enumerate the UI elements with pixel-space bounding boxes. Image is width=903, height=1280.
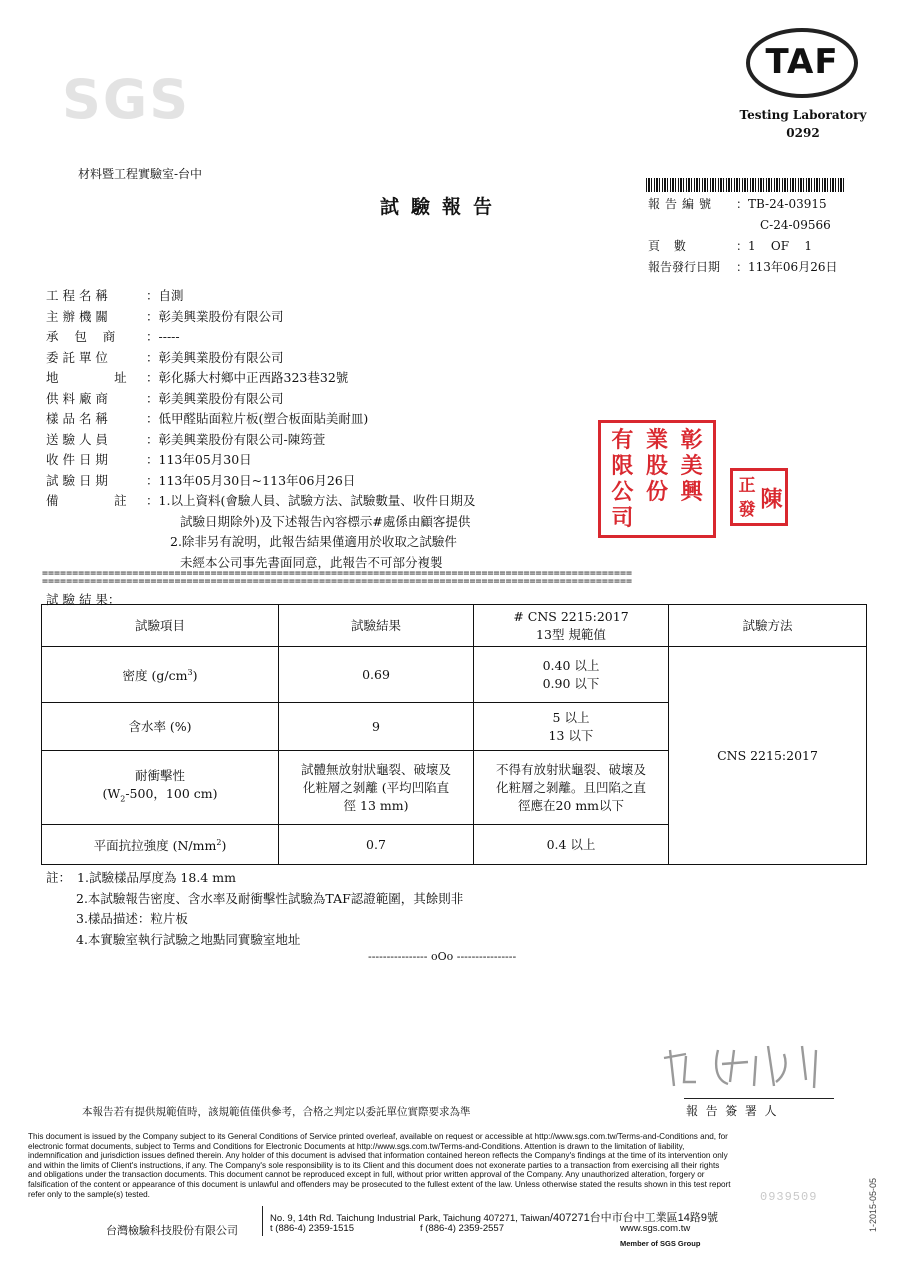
person-seal [730, 468, 788, 526]
notes-block [46, 868, 463, 950]
serial-number: 0939509 [760, 1190, 818, 1204]
cell-spec [474, 647, 669, 703]
info-row: 試 驗 日 期 ：113年05月30日~113年06月26日 [46, 471, 475, 492]
info-row: 主 辦 機 關 ：彰美興業股份有限公司 [46, 307, 475, 328]
lab-name: 材料暨工程實驗室-台中 [78, 167, 203, 181]
cell-spec: 0.4 以上 [474, 825, 669, 865]
info-value: ----- [158, 329, 180, 344]
signature-scribble-icon [656, 1036, 846, 1094]
legal-line: and within the limits of Client's instructions, if any. The Company's sole responsibility is to its Client and this document does not exonerate parties to a transaction from exercising all their rights [28, 1160, 720, 1170]
info-block [46, 286, 475, 573]
company-seal [598, 420, 716, 538]
website: www.sgs.com.tw [620, 1223, 691, 1234]
separator-line: ================================================================================================== [42, 576, 633, 587]
info-value: 彰美興業股份有限公司 [158, 349, 284, 365]
seal-char: 股 [646, 453, 669, 479]
note-line: 3.樣品描述：粒片板 [76, 911, 188, 926]
info-label: 試 驗 日 期 [46, 472, 108, 488]
cell-item [42, 751, 279, 825]
taf-caption: Testing Laboratory [739, 108, 867, 122]
seal-char: 份 [646, 479, 669, 505]
header-item: 試驗項目 [42, 605, 279, 647]
report-no-label: 報告編號 [648, 197, 717, 211]
seal-char: 美 [680, 453, 703, 479]
note-line: 2.本試驗報告密度、含水率及耐衝擊性試驗為TAF認證範圍，其餘則非 [76, 890, 464, 906]
signature-label: 報 告 簽 署 人 [686, 1104, 777, 1118]
note-line: 1.試驗樣品厚度為 18.4 mm [77, 870, 236, 885]
tel: t (886-4) 2359-1515 [270, 1223, 354, 1234]
cell-spec [474, 703, 669, 751]
info-row: 工 程 名 稱 ：自測 [46, 286, 475, 307]
separator-line: ================================================================================================== [42, 568, 633, 579]
legal-line: electronic format documents, subject to Terms and Conditions for Electronic Documents at http://www.sgs.com.tw/Terms-and-Conditions. Attention is drawn to the limitation of liability, [28, 1141, 685, 1151]
spec-line: 5 以上 [552, 709, 590, 725]
company-name: 台灣檢驗科技股份有限公司 [106, 1224, 238, 1237]
header-method: 試驗方法 [669, 605, 867, 647]
footer-divider [262, 1206, 263, 1236]
table-header-row [42, 605, 867, 647]
item-sup: 3 [187, 667, 193, 677]
result-line: 化粧層之剝離 (平均凹陷直 [302, 779, 450, 795]
info-label: 委 託 單 位 [46, 349, 108, 365]
info-row: 地 址 ：彰化縣大村鄉中正西路323巷32號 [46, 368, 475, 389]
results-label: 試 驗 結 果： [46, 592, 121, 607]
cell-spec [474, 751, 669, 825]
cell-result: 9 [279, 703, 474, 751]
fax: f (886-4) 2359-2557 [420, 1223, 504, 1234]
info-value: 彰美興業股份有限公司-陳筠萱 [158, 431, 326, 447]
seal-char: 公 [611, 479, 634, 505]
item-suffix: -500，100 cm) [125, 785, 218, 801]
info-label: 收 件 日 期 [46, 452, 108, 467]
side-code: 1-2015-05-05 [868, 1178, 878, 1233]
end-mark: ---------------- oOo ---------------- [368, 950, 517, 963]
info-label: 地 址 [46, 370, 127, 385]
item-text: 密度 (g/cm [122, 668, 188, 684]
pages-value: 1 OF 1 [748, 239, 812, 253]
taf-caption-block [738, 106, 868, 142]
info-label: 樣 品 名 稱 [46, 411, 108, 426]
header-spec [474, 605, 669, 647]
result-line: 試體無放射狀龜裂、破壞及 [300, 761, 451, 777]
note-line: 4.本實驗室執行試驗之地點同實驗室地址 [76, 931, 301, 947]
item-text: 平面抗拉強度 (N/mm [93, 838, 217, 854]
remarks-row: 備 註 ：1.以上資料(會驗人員、試驗方法、試驗數量、收件日期及 [46, 491, 475, 512]
item-suffix: ) [221, 838, 227, 854]
info-label: 工 程 名 稱 [46, 288, 108, 303]
info-row: 送 驗 人 員 ：彰美興業股份有限公司-陳筠萱 [46, 430, 475, 451]
header-spec-line: # CNS 2215:2017 [513, 608, 629, 624]
spec-line: 13 以下 [548, 727, 594, 743]
remarks-line: 未經本公司事先書面同意，此報告不可部分複製 [180, 554, 443, 570]
seal-char: 正 [738, 476, 756, 496]
result-line: 徑 13 mm) [343, 797, 409, 813]
spec-line: 0.90 以下 [542, 675, 600, 691]
table-row [42, 647, 867, 703]
cell-item: 含水率 (%) [42, 703, 279, 751]
info-label: 主 辦 機 關 [46, 308, 108, 324]
results-table [41, 604, 867, 865]
seal-char: 司 [611, 505, 634, 531]
taf-number: 0292 [786, 126, 820, 140]
info-row: 收 件 日 期 ：113年05月30日 [46, 450, 475, 471]
taf-mark: TAF [765, 42, 839, 82]
cell-result: 0.69 [279, 647, 474, 703]
seal-char: 有 [611, 427, 634, 453]
info-row: 樣 品 名 稱 ：低甲醛貼面粒片板(塑合板面貼美耐皿) [46, 409, 475, 430]
member-text: Member of SGS Group [620, 1239, 701, 1248]
info-label: 承 包 商 [46, 329, 116, 344]
report-meta: 報告編號 ：TB-24-03915 C-24-09566 頁 數 ：1 OF 1 報告發行日期 ：113年06月26日 [648, 194, 837, 278]
cell-item [42, 647, 279, 703]
info-label: 送 驗 人 員 [46, 431, 108, 447]
info-value: 彰美興業股份有限公司 [158, 390, 284, 406]
seal-char: 興 [680, 479, 703, 505]
seal-char: 業 [646, 427, 669, 453]
legal-line: This document is issued by the Company subject to its General Conditions of Service printed overleaf, available on request or accessible at http://www.sgs.com.tw/Terms-and-Conditions and, for [28, 1132, 728, 1141]
notes-label: 註： [46, 870, 72, 885]
address-zh: /407271台中市台中工業區14路9號 [549, 1212, 719, 1224]
address-en: No. 9, 14th Rd. Taichung Industrial Park, Taichung 407271, Taiwan [270, 1213, 550, 1224]
item-suffix: ) [192, 668, 198, 684]
seal-char: 陳 [757, 487, 783, 509]
legal-line: indemnification and jurisdiction issues defined therein. Any holder of this document is advised that information contained hereon reflects the Company's findings at the time of its intervention only [28, 1151, 728, 1161]
remarks-line: 試驗日期除外)及下述報告內容標示#處係由顧客提供 [180, 513, 471, 529]
item-text: (W [102, 785, 121, 801]
spec-line: 不得有放射狀龜裂、破壞及 [495, 761, 646, 777]
disclaimer: 本報告若有提供規範值時，該規範值僅供參考，合格之判定以委託單位實際要求為準 [82, 1106, 471, 1118]
info-value: 彰美興業股份有限公司 [158, 308, 284, 324]
remarks-line: 2.除非另有說明，此報告結果僅適用於收取之試驗件 [170, 534, 457, 549]
barcode-icon [646, 178, 844, 192]
cell-method: CNS 2215:2017 [669, 647, 867, 865]
spec-line: 0.40 以上 [542, 657, 600, 673]
info-value: 113年05月30日 [158, 452, 252, 467]
report-no: TB-24-03915 [748, 197, 827, 211]
cell-result: 0.7 [279, 825, 474, 865]
report-title: 試驗報告 [380, 196, 505, 218]
legal-text [28, 1132, 860, 1199]
legal-line: refer only to the sample(s) tested. [28, 1189, 150, 1199]
sgs-logo: SGS [62, 68, 191, 131]
seal-char: 彰 [680, 427, 703, 453]
seal-char: 發 [738, 500, 756, 520]
spec-line: 徑應在20 mm以下 [517, 797, 625, 813]
info-value: 彰化縣大村鄉中正西路323巷32號 [158, 370, 349, 385]
cell-item [42, 825, 279, 865]
pages-label: 頁 數 [648, 239, 691, 253]
info-row: 承 包 商 ：----- [46, 327, 475, 348]
issue-date-label: 報告發行日期 [648, 260, 721, 274]
info-value: 113年05月30日~113年06月26日 [158, 472, 356, 488]
info-row: 供 料 廠 商 ：彰美興業股份有限公司 [46, 389, 475, 410]
legal-line: and obligations under the transaction documents. This document cannot be reproduced except in full, without prior written approval of the Company. Any unauthorized alteration, forgery or [28, 1170, 705, 1180]
cell-result [279, 751, 474, 825]
item-sup: 2 [216, 837, 222, 847]
info-value: 自測 [158, 288, 184, 303]
issue-date: 113年06月26日 [748, 260, 838, 274]
header-spec-line: 13型 規範值 [536, 626, 606, 642]
legal-line: falsification of the content or appearance of this document is unlawful and offenders may be prosecuted to the fullest extent of the law. Unless otherwise stated the results shown in this test report [28, 1179, 731, 1189]
item-sub: 2 [120, 794, 126, 804]
remarks-label: 備 註 [46, 493, 127, 508]
spec-line: 化粧層之剝離。且凹陷之直 [495, 779, 646, 795]
info-value: 低甲醛貼面粒片板(塑合板面貼美耐皿) [158, 411, 369, 426]
info-label: 供 料 廠 商 [46, 390, 108, 406]
signature-line [684, 1098, 834, 1099]
info-row: 委 託 單 位 ：彰美興業股份有限公司 [46, 348, 475, 369]
report-no-2: C-24-09566 [760, 218, 831, 232]
header-result: 試驗結果 [279, 605, 474, 647]
remarks-line: 1.以上資料(會驗人員、試驗方法、試驗數量、收件日期及 [158, 493, 476, 508]
item-text: 耐衝擊性 [134, 767, 185, 783]
seal-char: 限 [611, 453, 634, 479]
